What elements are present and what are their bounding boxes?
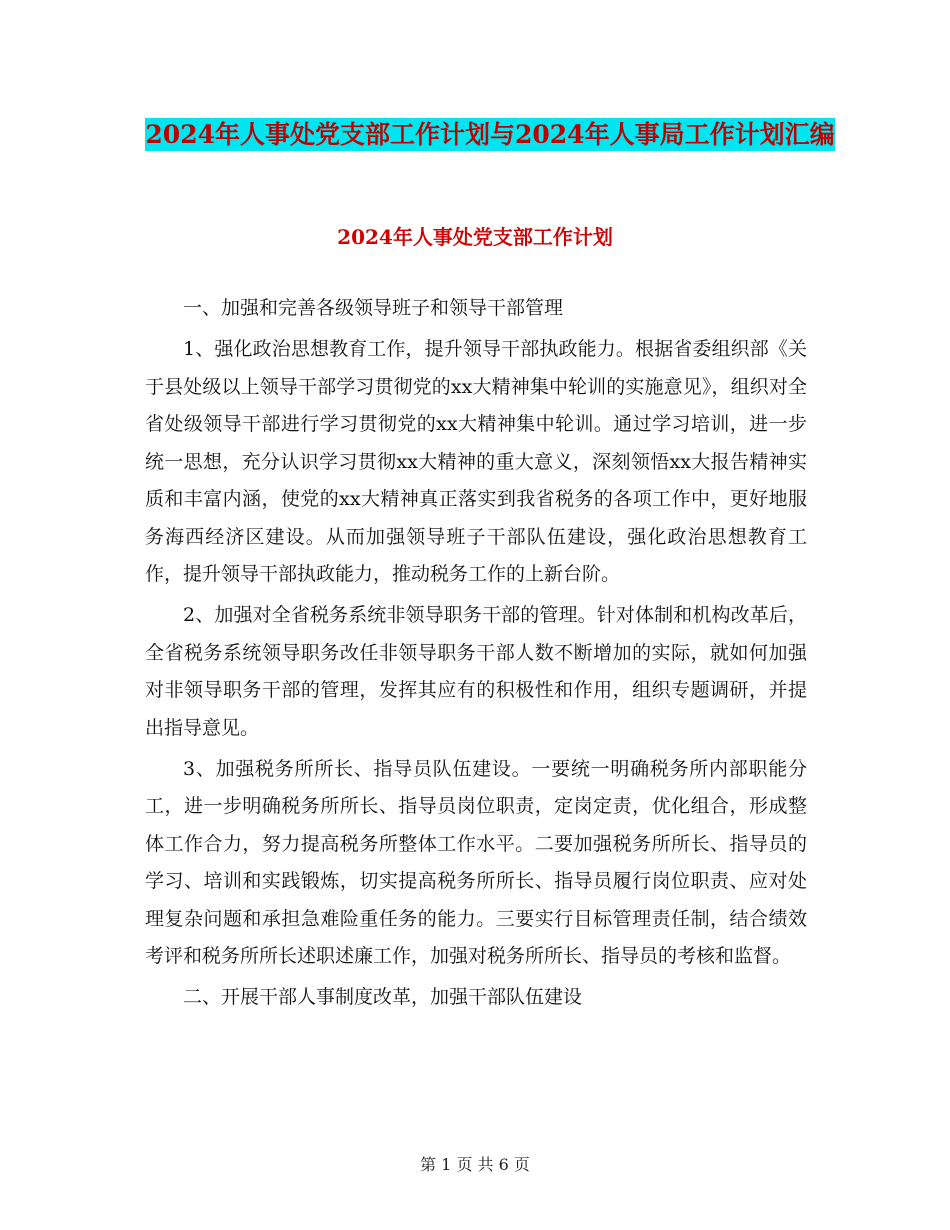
document-body [145, 290, 807, 1020]
page-footer: 第 1 页 共 6 页 [420, 1155, 530, 1174]
paragraph-2: 2、加强对全省税务系统非领导职务干部的管理。针对体制和机构改革后，全省税务系统领导职务改任非领导职务干部人数不断增加的实际，就如何加强对非领导职务干部的管理，发挥其应有的积极性和作用，组织专题调研，并提出指导意见。 [145, 604, 807, 739]
document-title-text: 2024年人事处党支部工作计划与2024年人事局工作计划汇编 [145, 120, 835, 149]
paragraph-heading-2: 二、开展干部人事制度改革，加强干部队伍建设 [183, 986, 583, 1008]
document-title [145, 110, 835, 160]
paragraph-heading-1: 一、加强和完善各级领导班子和领导干部管理 [183, 297, 564, 319]
paragraph-3: 3、加强税务所所长、指导员队伍建设。一要统一明确税务所内部职能分工，进一步明确税务所所长、指导员岗位职责，定岗定责，优化组合，形成整体工作合力，努力提高税务所整体工作水平。二要加强税务所所长、指导员的学习、培训和实践锻炼，切实提高税务所所长、指导员履行岗位职责、应对处理复杂问题和承担急难险重任务的能力。三要实行目标管理责任制，结合绩效考评和税务所所长述职述廉工作，加强对税务所所长、指导员的考核和监督。 [145, 757, 807, 967]
section-title: 2024年人事处党支部工作计划 [337, 225, 613, 249]
paragraph-1: 1、强化政治思想教育工作，提升领导干部执政能力。根据省委组织部《关于县处级以上领导干部学习贯彻党的xx大精神集中轮训的实施意见》，组织对全省处级领导干部进行学习贯彻党的xx大精神集中轮训。通过学习培训，进一步统一思想，充分认识学习贯彻xx大精神的重大意义，深刻领悟xx大报告精神实质和丰富内涵，使党的xx大精神真正落实到我省税务的各项工作中，更好地服务海西经济区建设。从而加强领导班子干部队伍建设，强化政治思想教育工作，提升领导干部执政能力，推动税务工作的上新台阶。 [145, 338, 807, 585]
